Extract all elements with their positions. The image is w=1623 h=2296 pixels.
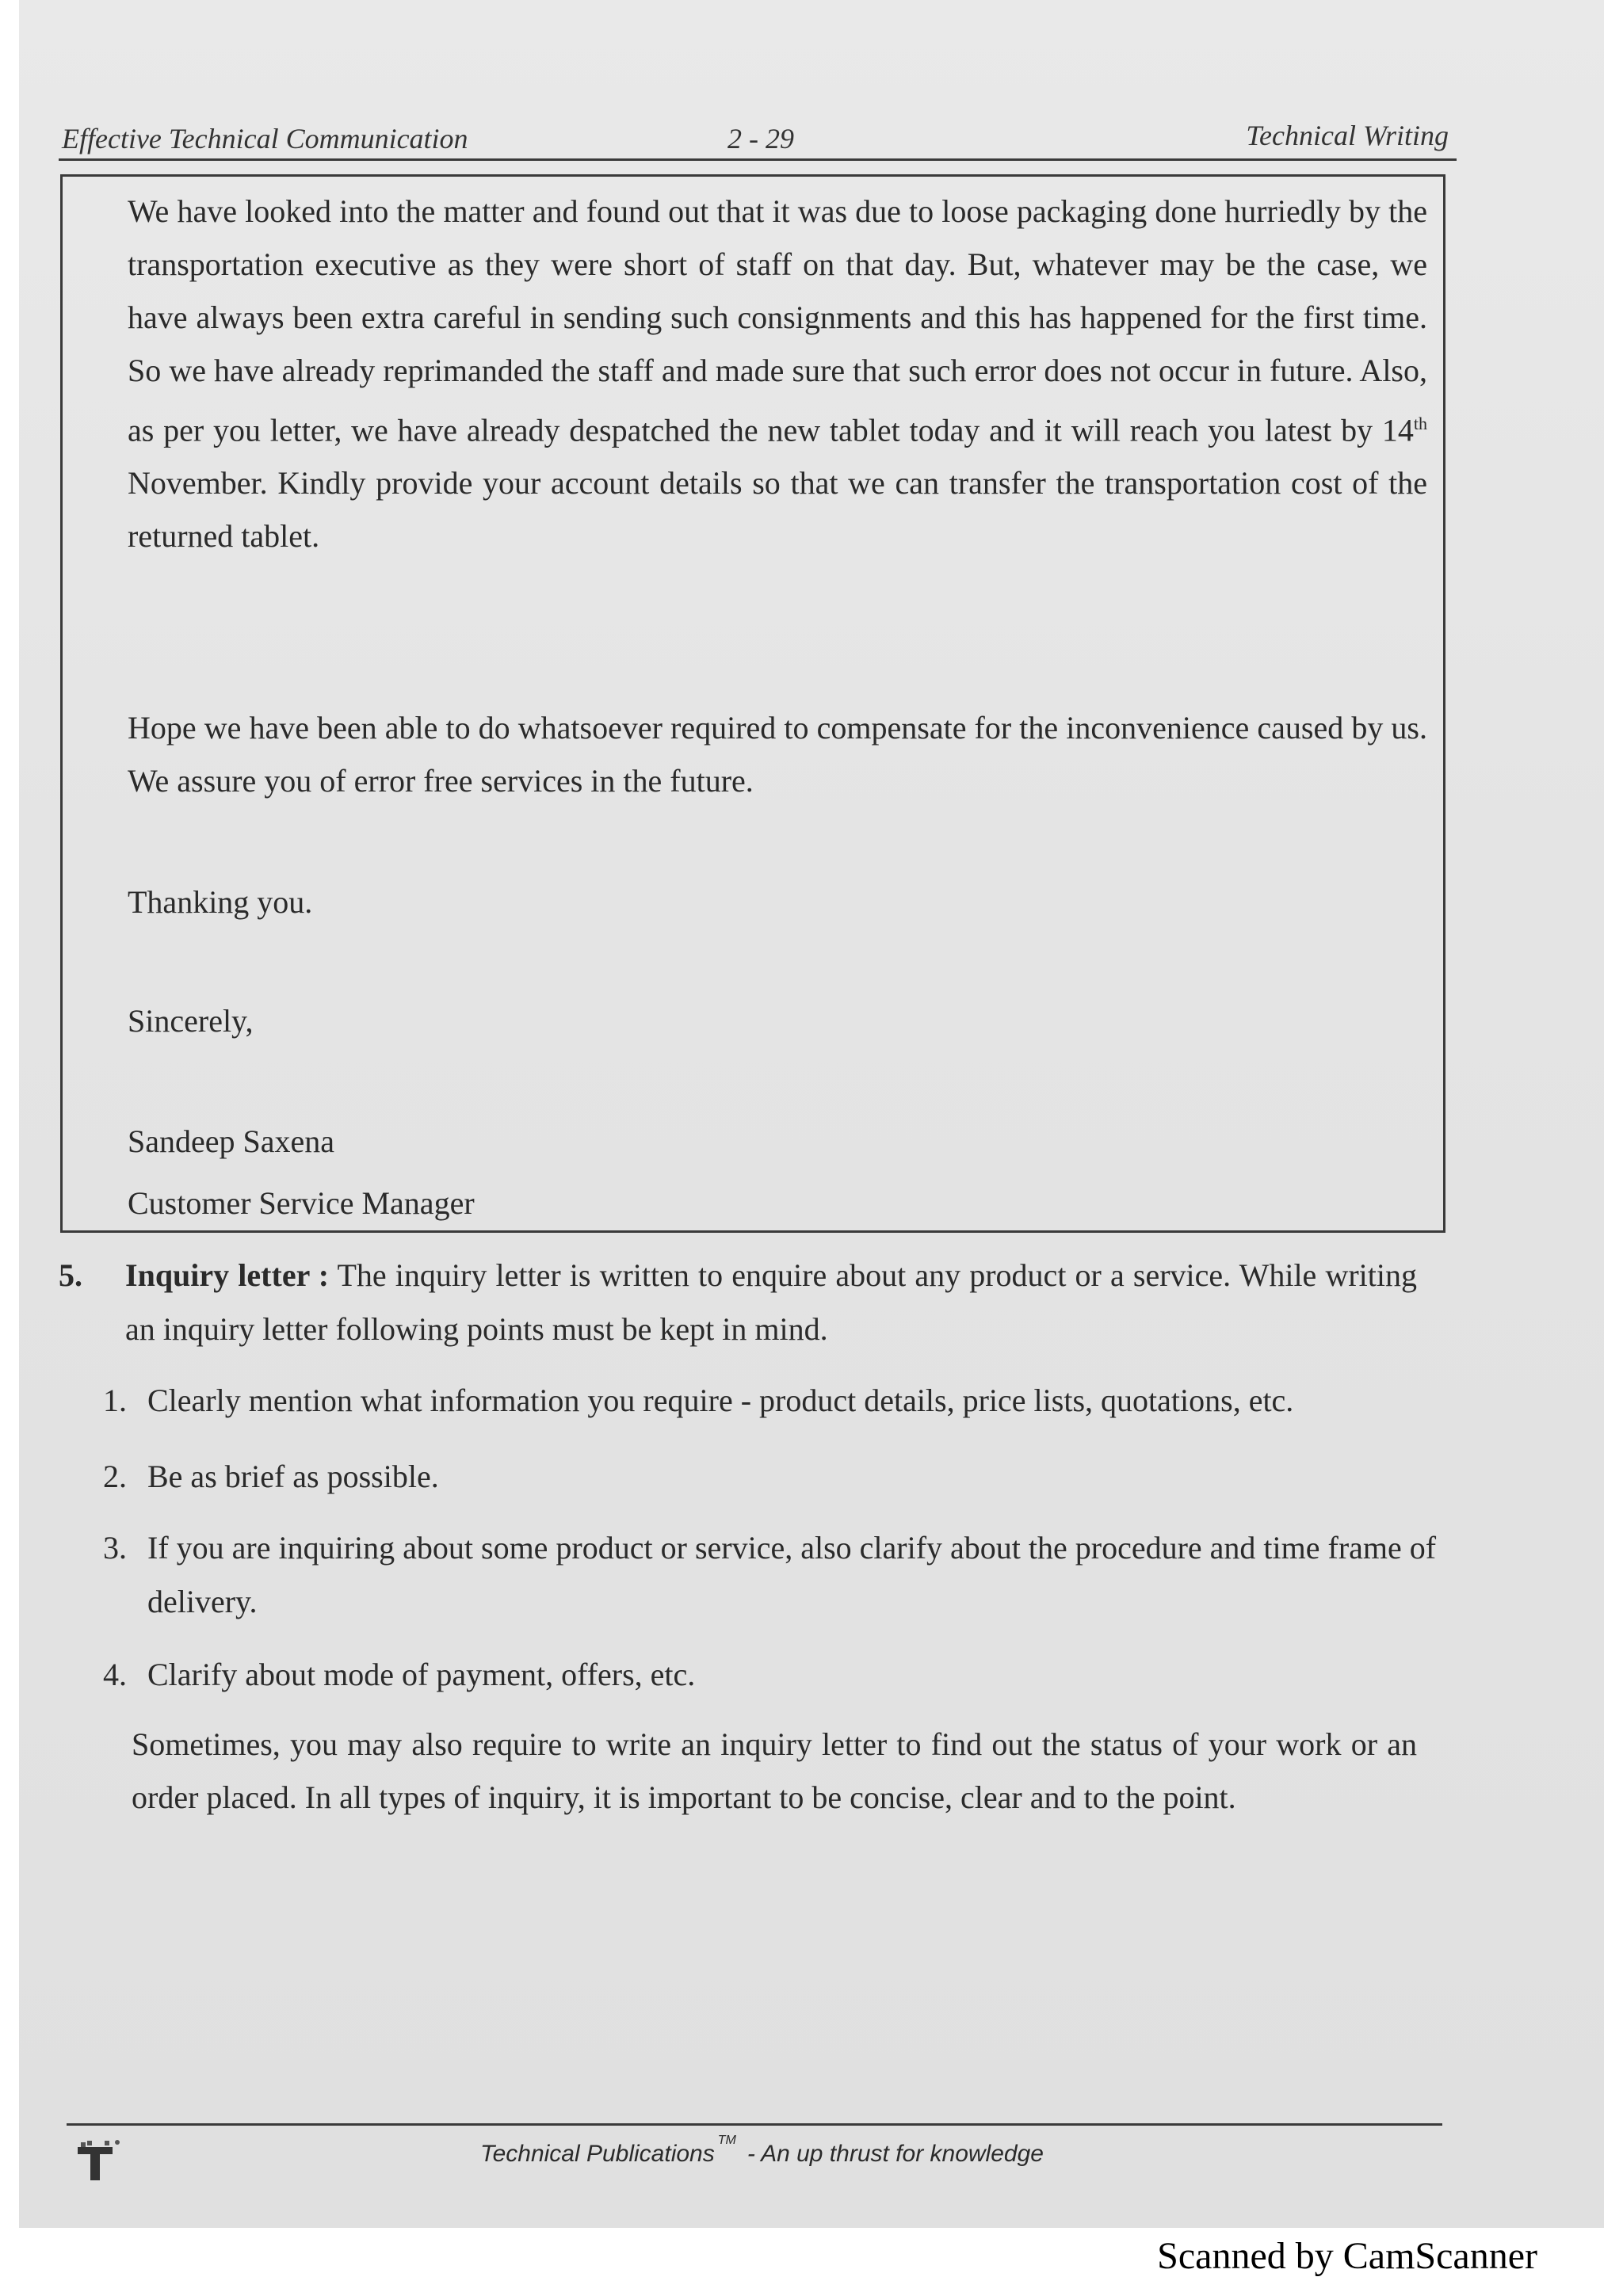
scanner-watermark: Scanned by CamScanner — [1157, 2235, 1537, 2277]
footer-publisher: Technical Publications — [480, 2141, 715, 2167]
letter-closing: Thanking you. — [128, 884, 313, 920]
footer-text — [480, 2134, 1044, 2168]
date-ordinal-suffix: th — [1413, 414, 1427, 433]
list-item-text: Be as brief as possible. — [147, 1459, 439, 1494]
letter-signoff: Sincerely, — [128, 1003, 254, 1039]
list-item-number: 3. — [103, 1530, 127, 1566]
list-item-text: Clearly mention what information you require - product details, price lists, quotations, etc. — [147, 1383, 1294, 1418]
footer-trademark: TM — [717, 2134, 736, 2147]
signer-name: Sandeep Saxena — [128, 1123, 335, 1159]
header-book-title: Effective Technical Communication — [62, 123, 468, 154]
list-item-number: 2. — [103, 1459, 127, 1494]
page-header — [62, 119, 1449, 160]
section-lead — [125, 1249, 1417, 1356]
letter-paragraph-1-end: November. Kindly provide your account details so that we can transfer the transportation cost of the returned tablet. — [128, 465, 1427, 555]
letter-paragraph-2: Hope we have been able to do whatsoever required to compensate for the inconvenience caused by us. We assure you of error free services in the future. — [128, 710, 1427, 799]
letter-paragraph-1-text: We have looked into the matter and found out that it was due to loose packaging done hurriedly by the transportation executive as they were short of staff on that day. But, whatever may be the case, we have always been extra careful in sending such consignments and this has happened for the first time. So we have already reprimanded the staff and made sure that such error does not occur in future. Also, as per you letter, we have already despatched the new tablet today and it will reach you latest by 14 — [128, 193, 1427, 448]
footer-tagline: - An up thrust for knowledge — [747, 2141, 1044, 2167]
list-item-number: 1. — [103, 1383, 127, 1418]
list-item-number: 4. — [103, 1657, 127, 1692]
signer-title: Customer Service Manager — [128, 1185, 475, 1221]
letter-box — [60, 174, 1445, 1233]
section-closing-paragraph: Sometimes, you may also require to write an inquiry letter to find out the status of your work or an order placed. In all types of inquiry, it is important to be concise, clear and to the point. — [132, 1726, 1417, 1815]
footer-divider — [67, 2123, 1442, 2126]
letter-paragraph-1 — [128, 185, 1427, 563]
publisher-logo-icon — [73, 2134, 125, 2187]
header-chapter-title: Technical Writing — [1246, 120, 1449, 151]
header-page-number: 2 - 29 — [727, 123, 794, 154]
header-divider — [59, 158, 1457, 161]
section-number: 5. — [59, 1257, 82, 1293]
list-item-text: If you are inquiring about some product or service, also clarify about the procedure and time frame of delivery. — [147, 1530, 1437, 1619]
list-item-text: Clarify about mode of payment, offers, etc. — [147, 1657, 696, 1692]
section-heading: Inquiry letter : — [125, 1257, 330, 1293]
section-intro: The inquiry letter is written to enquire about any product or a service. While writing an inquiry letter following points must be kept in mind. — [125, 1257, 1417, 1347]
